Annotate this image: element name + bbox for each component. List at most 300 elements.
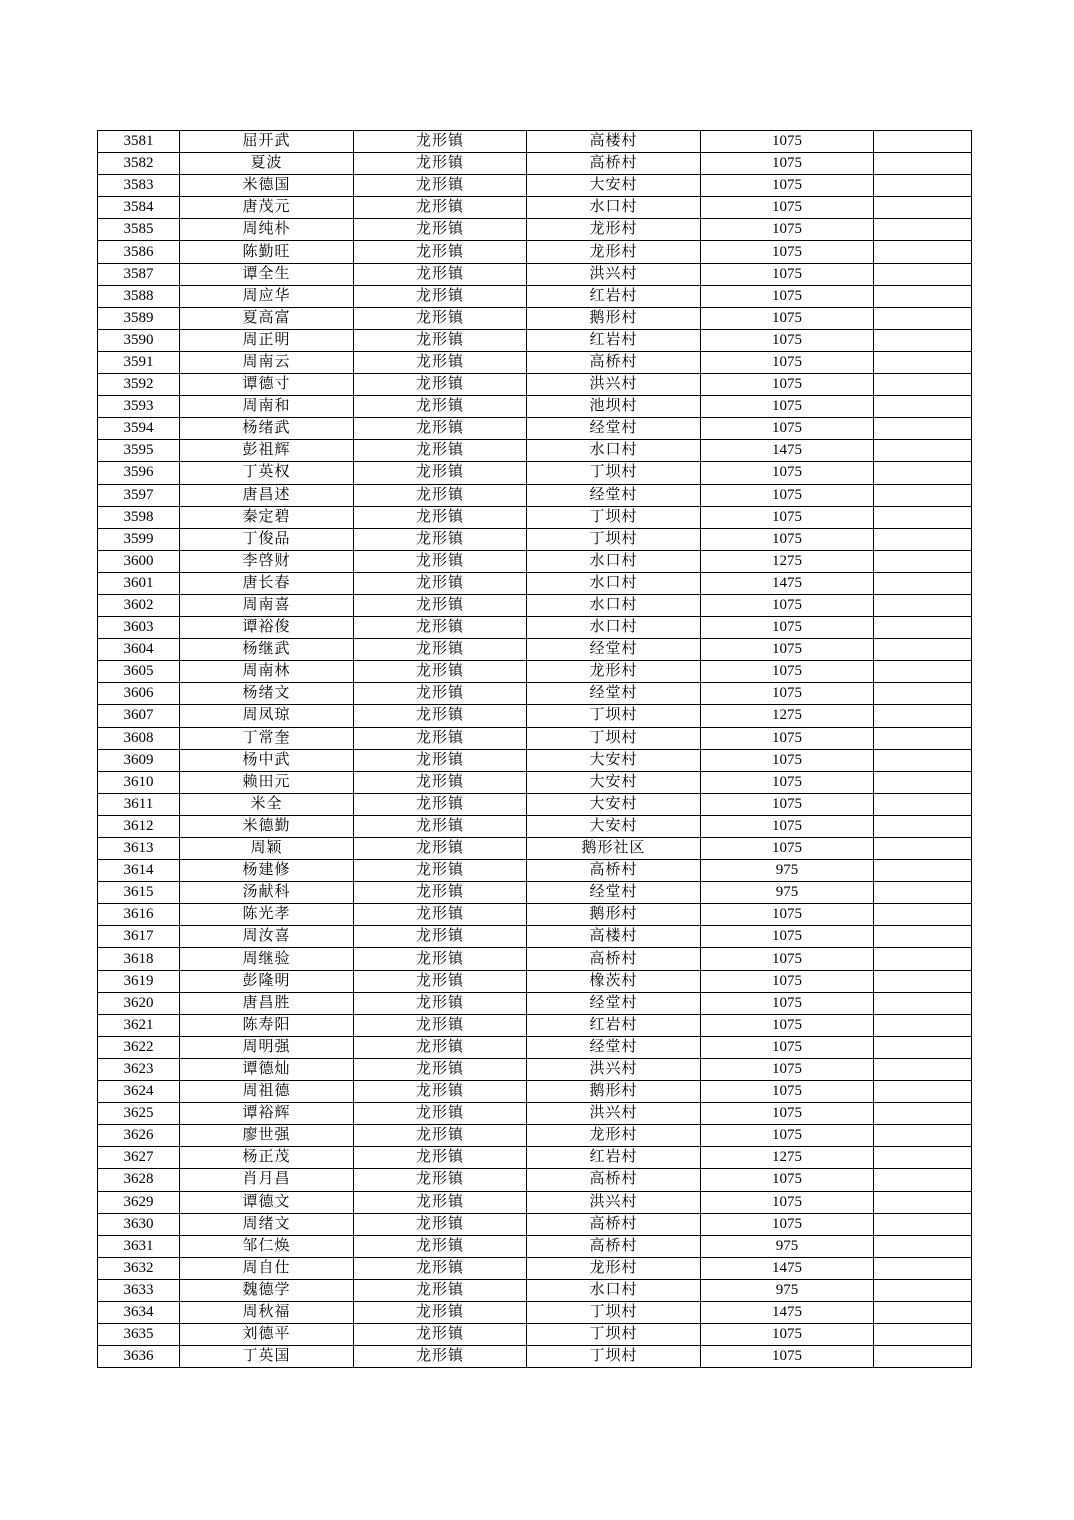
serial-number-cell: 3583 <box>98 175 180 197</box>
amount-cell: 975 <box>701 1235 874 1257</box>
amount-cell: 1075 <box>701 639 874 661</box>
amount-cell: 975 <box>701 882 874 904</box>
note-cell <box>874 175 972 197</box>
note-cell <box>874 572 972 594</box>
village-cell: 鹅形村 <box>527 307 701 329</box>
village-cell: 水口村 <box>527 550 701 572</box>
amount-cell: 1075 <box>701 307 874 329</box>
note-cell <box>874 860 972 882</box>
person-name-cell: 唐长春 <box>180 572 354 594</box>
table-row <box>98 1081 972 1103</box>
village-cell: 丁坝村 <box>527 705 701 727</box>
town-cell: 龙形镇 <box>354 307 527 329</box>
person-name-cell: 谭德文 <box>180 1191 354 1213</box>
town-cell: 龙形镇 <box>354 1257 527 1279</box>
table-row <box>98 307 972 329</box>
note-cell <box>874 1058 972 1080</box>
note-cell <box>874 329 972 351</box>
town-cell: 龙形镇 <box>354 727 527 749</box>
serial-number-cell: 3588 <box>98 285 180 307</box>
village-cell: 水口村 <box>527 197 701 219</box>
table-row <box>98 992 972 1014</box>
village-cell: 经堂村 <box>527 1036 701 1058</box>
note-cell <box>874 1125 972 1147</box>
table-row <box>98 506 972 528</box>
person-name-cell: 杨中武 <box>180 749 354 771</box>
amount-cell: 1075 <box>701 948 874 970</box>
town-cell: 龙形镇 <box>354 440 527 462</box>
amount-cell: 1075 <box>701 904 874 926</box>
person-name-cell: 秦定碧 <box>180 506 354 528</box>
town-cell: 龙形镇 <box>354 948 527 970</box>
town-cell: 龙形镇 <box>354 705 527 727</box>
person-name-cell: 杨正茂 <box>180 1147 354 1169</box>
amount-cell: 1075 <box>701 594 874 616</box>
table-row <box>98 175 972 197</box>
table-row <box>98 727 972 749</box>
village-cell: 丁坝村 <box>527 1324 701 1346</box>
amount-cell: 1075 <box>701 1213 874 1235</box>
town-cell: 龙形镇 <box>354 153 527 175</box>
note-cell <box>874 815 972 837</box>
note-cell <box>874 992 972 1014</box>
person-name-cell: 陈光孝 <box>180 904 354 926</box>
serial-number-cell: 3623 <box>98 1058 180 1080</box>
amount-cell: 1075 <box>701 771 874 793</box>
person-name-cell: 唐昌胜 <box>180 992 354 1014</box>
note-cell <box>874 506 972 528</box>
person-name-cell: 杨继武 <box>180 639 354 661</box>
amount-cell: 1075 <box>701 418 874 440</box>
person-name-cell: 夏高富 <box>180 307 354 329</box>
note-cell <box>874 462 972 484</box>
table-row <box>98 1036 972 1058</box>
village-cell: 池坝村 <box>527 396 701 418</box>
amount-cell: 1075 <box>701 1058 874 1080</box>
person-name-cell: 周明强 <box>180 1036 354 1058</box>
town-cell: 龙形镇 <box>354 1213 527 1235</box>
village-cell: 鹅形社区 <box>527 838 701 860</box>
person-name-cell: 周颖 <box>180 838 354 860</box>
serial-number-cell: 3617 <box>98 926 180 948</box>
note-cell <box>874 153 972 175</box>
serial-number-cell: 3600 <box>98 550 180 572</box>
note-cell <box>874 197 972 219</box>
person-name-cell: 谭德灿 <box>180 1058 354 1080</box>
note-cell <box>874 1014 972 1036</box>
person-name-cell: 周凤琼 <box>180 705 354 727</box>
village-cell: 高桥村 <box>527 948 701 970</box>
serial-number-cell: 3590 <box>98 329 180 351</box>
amount-cell: 1075 <box>701 396 874 418</box>
village-cell: 经堂村 <box>527 683 701 705</box>
serial-number-cell: 3594 <box>98 418 180 440</box>
town-cell: 龙形镇 <box>354 970 527 992</box>
village-cell: 丁坝村 <box>527 528 701 550</box>
table-row <box>98 285 972 307</box>
person-name-cell: 魏德学 <box>180 1279 354 1301</box>
amount-cell: 1075 <box>701 197 874 219</box>
town-cell: 龙形镇 <box>354 351 527 373</box>
town-cell: 龙形镇 <box>354 1301 527 1323</box>
village-cell: 高桥村 <box>527 1169 701 1191</box>
table-row <box>98 1235 972 1257</box>
person-name-cell: 周南和 <box>180 396 354 418</box>
amount-cell: 1075 <box>701 528 874 550</box>
amount-cell: 1075 <box>701 374 874 396</box>
town-cell: 龙形镇 <box>354 528 527 550</box>
note-cell <box>874 550 972 572</box>
village-cell: 高桥村 <box>527 153 701 175</box>
town-cell: 龙形镇 <box>354 418 527 440</box>
amount-cell: 1075 <box>701 1103 874 1125</box>
serial-number-cell: 3619 <box>98 970 180 992</box>
village-cell: 高桥村 <box>527 1213 701 1235</box>
person-name-cell: 唐昌述 <box>180 484 354 506</box>
village-cell: 高桥村 <box>527 1235 701 1257</box>
amount-cell: 1075 <box>701 285 874 307</box>
table-row <box>98 396 972 418</box>
table-row <box>98 1279 972 1301</box>
amount-cell: 1075 <box>701 1014 874 1036</box>
amount-cell: 1075 <box>701 175 874 197</box>
amount-cell: 1075 <box>701 263 874 285</box>
town-cell: 龙形镇 <box>354 617 527 639</box>
note-cell <box>874 440 972 462</box>
town-cell: 龙形镇 <box>354 131 527 153</box>
village-cell: 丁坝村 <box>527 462 701 484</box>
town-cell: 龙形镇 <box>354 1103 527 1125</box>
village-cell: 经堂村 <box>527 484 701 506</box>
person-name-cell: 陈寿阳 <box>180 1014 354 1036</box>
table-row <box>98 131 972 153</box>
serial-number-cell: 3604 <box>98 639 180 661</box>
table-row <box>98 904 972 926</box>
amount-cell: 1475 <box>701 1301 874 1323</box>
serial-number-cell: 3597 <box>98 484 180 506</box>
person-name-cell: 丁英国 <box>180 1346 354 1368</box>
village-cell: 大安村 <box>527 771 701 793</box>
village-cell: 洪兴村 <box>527 1103 701 1125</box>
serial-number-cell: 3582 <box>98 153 180 175</box>
serial-number-cell: 3625 <box>98 1103 180 1125</box>
note-cell <box>874 705 972 727</box>
serial-number-cell: 3629 <box>98 1191 180 1213</box>
town-cell: 龙形镇 <box>354 175 527 197</box>
serial-number-cell: 3596 <box>98 462 180 484</box>
serial-number-cell: 3616 <box>98 904 180 926</box>
village-cell: 红岩村 <box>527 1014 701 1036</box>
note-cell <box>874 1235 972 1257</box>
amount-cell: 975 <box>701 1279 874 1301</box>
note-cell <box>874 771 972 793</box>
amount-cell: 1075 <box>701 815 874 837</box>
serial-number-cell: 3628 <box>98 1169 180 1191</box>
note-cell <box>874 727 972 749</box>
note-cell <box>874 1081 972 1103</box>
table-row <box>98 484 972 506</box>
town-cell: 龙形镇 <box>354 904 527 926</box>
person-name-cell: 陈勤旺 <box>180 241 354 263</box>
serial-number-cell: 3592 <box>98 374 180 396</box>
serial-number-cell: 3612 <box>98 815 180 837</box>
note-cell <box>874 1169 972 1191</box>
town-cell: 龙形镇 <box>354 1036 527 1058</box>
amount-cell: 1075 <box>701 992 874 1014</box>
amount-cell: 1075 <box>701 970 874 992</box>
note-cell <box>874 1257 972 1279</box>
town-cell: 龙形镇 <box>354 860 527 882</box>
table-row <box>98 882 972 904</box>
amount-cell: 1075 <box>701 727 874 749</box>
person-name-cell: 丁常奎 <box>180 727 354 749</box>
town-cell: 龙形镇 <box>354 1169 527 1191</box>
town-cell: 龙形镇 <box>354 462 527 484</box>
person-name-cell: 周绪文 <box>180 1213 354 1235</box>
table-row <box>98 1014 972 1036</box>
serial-number-cell: 3603 <box>98 617 180 639</box>
amount-cell: 1275 <box>701 1147 874 1169</box>
village-cell: 洪兴村 <box>527 1058 701 1080</box>
table-row <box>98 329 972 351</box>
table-row <box>98 263 972 285</box>
village-cell: 高桥村 <box>527 860 701 882</box>
village-cell: 高楼村 <box>527 926 701 948</box>
village-cell: 龙形村 <box>527 219 701 241</box>
town-cell: 龙形镇 <box>354 219 527 241</box>
town-cell: 龙形镇 <box>354 285 527 307</box>
person-name-cell: 周自仕 <box>180 1257 354 1279</box>
village-cell: 高桥村 <box>527 351 701 373</box>
village-cell: 大安村 <box>527 749 701 771</box>
serial-number-cell: 3609 <box>98 749 180 771</box>
serial-number-cell: 3598 <box>98 506 180 528</box>
village-cell: 洪兴村 <box>527 263 701 285</box>
person-name-cell: 谭德寸 <box>180 374 354 396</box>
table-row <box>98 1301 972 1323</box>
person-name-cell: 米德国 <box>180 175 354 197</box>
town-cell: 龙形镇 <box>354 771 527 793</box>
town-cell: 龙形镇 <box>354 815 527 837</box>
serial-number-cell: 3630 <box>98 1213 180 1235</box>
amount-cell: 1075 <box>701 749 874 771</box>
amount-cell: 1075 <box>701 1346 874 1368</box>
town-cell: 龙形镇 <box>354 484 527 506</box>
serial-number-cell: 3634 <box>98 1301 180 1323</box>
table-row <box>98 860 972 882</box>
town-cell: 龙形镇 <box>354 926 527 948</box>
person-name-cell: 李啓财 <box>180 550 354 572</box>
person-name-cell: 谭全生 <box>180 263 354 285</box>
serial-number-cell: 3620 <box>98 992 180 1014</box>
amount-cell: 1075 <box>701 793 874 815</box>
serial-number-cell: 3613 <box>98 838 180 860</box>
person-name-cell: 周继验 <box>180 948 354 970</box>
person-name-cell: 杨绪文 <box>180 683 354 705</box>
amount-cell: 1275 <box>701 550 874 572</box>
person-name-cell: 彭祖辉 <box>180 440 354 462</box>
table-row <box>98 550 972 572</box>
note-cell <box>874 617 972 639</box>
person-name-cell: 周南云 <box>180 351 354 373</box>
note-cell <box>874 374 972 396</box>
person-name-cell: 唐茂元 <box>180 197 354 219</box>
table-row <box>98 1147 972 1169</box>
village-cell: 洪兴村 <box>527 1191 701 1213</box>
note-cell <box>874 948 972 970</box>
note-cell <box>874 396 972 418</box>
town-cell: 龙形镇 <box>354 550 527 572</box>
village-cell: 龙形村 <box>527 1257 701 1279</box>
table-row <box>98 153 972 175</box>
amount-cell: 1075 <box>701 683 874 705</box>
note-cell <box>874 528 972 550</box>
table-row <box>98 815 972 837</box>
person-name-cell: 肖月昌 <box>180 1169 354 1191</box>
note-cell <box>874 241 972 263</box>
town-cell: 龙形镇 <box>354 506 527 528</box>
note-cell <box>874 1147 972 1169</box>
serial-number-cell: 3586 <box>98 241 180 263</box>
table-row <box>98 1213 972 1235</box>
person-name-cell: 赖田元 <box>180 771 354 793</box>
village-cell: 鹅形村 <box>527 1081 701 1103</box>
note-cell <box>874 926 972 948</box>
amount-cell: 1075 <box>701 838 874 860</box>
note-cell <box>874 970 972 992</box>
table-row <box>98 351 972 373</box>
village-cell: 高楼村 <box>527 131 701 153</box>
table-row <box>98 197 972 219</box>
serial-number-cell: 3608 <box>98 727 180 749</box>
table-row <box>98 661 972 683</box>
amount-cell: 1075 <box>701 329 874 351</box>
town-cell: 龙形镇 <box>354 594 527 616</box>
amount-cell: 1475 <box>701 440 874 462</box>
serial-number-cell: 3593 <box>98 396 180 418</box>
note-cell <box>874 594 972 616</box>
village-cell: 水口村 <box>527 594 701 616</box>
table-row <box>98 1191 972 1213</box>
table-row <box>98 771 972 793</box>
table-row <box>98 241 972 263</box>
village-cell: 经堂村 <box>527 882 701 904</box>
person-name-cell: 周纯朴 <box>180 219 354 241</box>
note-cell <box>874 904 972 926</box>
amount-cell: 1475 <box>701 1257 874 1279</box>
table-row <box>98 1257 972 1279</box>
amount-cell: 1075 <box>701 1191 874 1213</box>
town-cell: 龙形镇 <box>354 749 527 771</box>
serial-number-cell: 3591 <box>98 351 180 373</box>
table-row <box>98 1324 972 1346</box>
serial-number-cell: 3611 <box>98 793 180 815</box>
amount-cell: 1075 <box>701 1081 874 1103</box>
table-row <box>98 1103 972 1125</box>
note-cell <box>874 793 972 815</box>
village-cell: 经堂村 <box>527 418 701 440</box>
amount-cell: 1075 <box>701 462 874 484</box>
amount-cell: 1075 <box>701 131 874 153</box>
town-cell: 龙形镇 <box>354 374 527 396</box>
table-row <box>98 639 972 661</box>
table-row <box>98 705 972 727</box>
amount-cell: 1075 <box>701 1169 874 1191</box>
village-cell: 红岩村 <box>527 1147 701 1169</box>
person-name-cell: 夏波 <box>180 153 354 175</box>
person-name-cell: 杨建修 <box>180 860 354 882</box>
village-cell: 经堂村 <box>527 992 701 1014</box>
person-name-cell: 汤献科 <box>180 882 354 904</box>
village-cell: 红岩村 <box>527 329 701 351</box>
serial-number-cell: 3631 <box>98 1235 180 1257</box>
note-cell <box>874 1213 972 1235</box>
note-cell <box>874 1279 972 1301</box>
table-row <box>98 749 972 771</box>
note-cell <box>874 1191 972 1213</box>
table-row <box>98 683 972 705</box>
town-cell: 龙形镇 <box>354 838 527 860</box>
person-name-cell: 刘德平 <box>180 1324 354 1346</box>
serial-number-cell: 3589 <box>98 307 180 329</box>
person-name-cell: 彭隆明 <box>180 970 354 992</box>
note-cell <box>874 1324 972 1346</box>
table-row <box>98 617 972 639</box>
serial-number-cell: 3585 <box>98 219 180 241</box>
note-cell <box>874 263 972 285</box>
village-cell: 丁坝村 <box>527 1301 701 1323</box>
village-cell: 水口村 <box>527 440 701 462</box>
records-table-body <box>98 131 972 1368</box>
serial-number-cell: 3618 <box>98 948 180 970</box>
note-cell <box>874 1346 972 1368</box>
amount-cell: 1075 <box>701 1125 874 1147</box>
serial-number-cell: 3595 <box>98 440 180 462</box>
table-row <box>98 838 972 860</box>
town-cell: 龙形镇 <box>354 1147 527 1169</box>
serial-number-cell: 3599 <box>98 528 180 550</box>
serial-number-cell: 3610 <box>98 771 180 793</box>
table-row <box>98 1169 972 1191</box>
town-cell: 龙形镇 <box>354 241 527 263</box>
serial-number-cell: 3607 <box>98 705 180 727</box>
note-cell <box>874 1103 972 1125</box>
note-cell <box>874 285 972 307</box>
person-name-cell: 米全 <box>180 793 354 815</box>
serial-number-cell: 3621 <box>98 1014 180 1036</box>
table-row <box>98 1346 972 1368</box>
serial-number-cell: 3626 <box>98 1125 180 1147</box>
person-name-cell: 周应华 <box>180 285 354 307</box>
town-cell: 龙形镇 <box>354 572 527 594</box>
amount-cell: 1075 <box>701 661 874 683</box>
person-name-cell: 周祖德 <box>180 1081 354 1103</box>
table-row <box>98 594 972 616</box>
note-cell <box>874 749 972 771</box>
serial-number-cell: 3633 <box>98 1279 180 1301</box>
note-cell <box>874 351 972 373</box>
note-cell <box>874 1036 972 1058</box>
amount-cell: 975 <box>701 860 874 882</box>
serial-number-cell: 3606 <box>98 683 180 705</box>
amount-cell: 1075 <box>701 1324 874 1346</box>
serial-number-cell: 3622 <box>98 1036 180 1058</box>
table-row <box>98 926 972 948</box>
town-cell: 龙形镇 <box>354 661 527 683</box>
village-cell: 大安村 <box>527 793 701 815</box>
table-row <box>98 374 972 396</box>
serial-number-cell: 3635 <box>98 1324 180 1346</box>
